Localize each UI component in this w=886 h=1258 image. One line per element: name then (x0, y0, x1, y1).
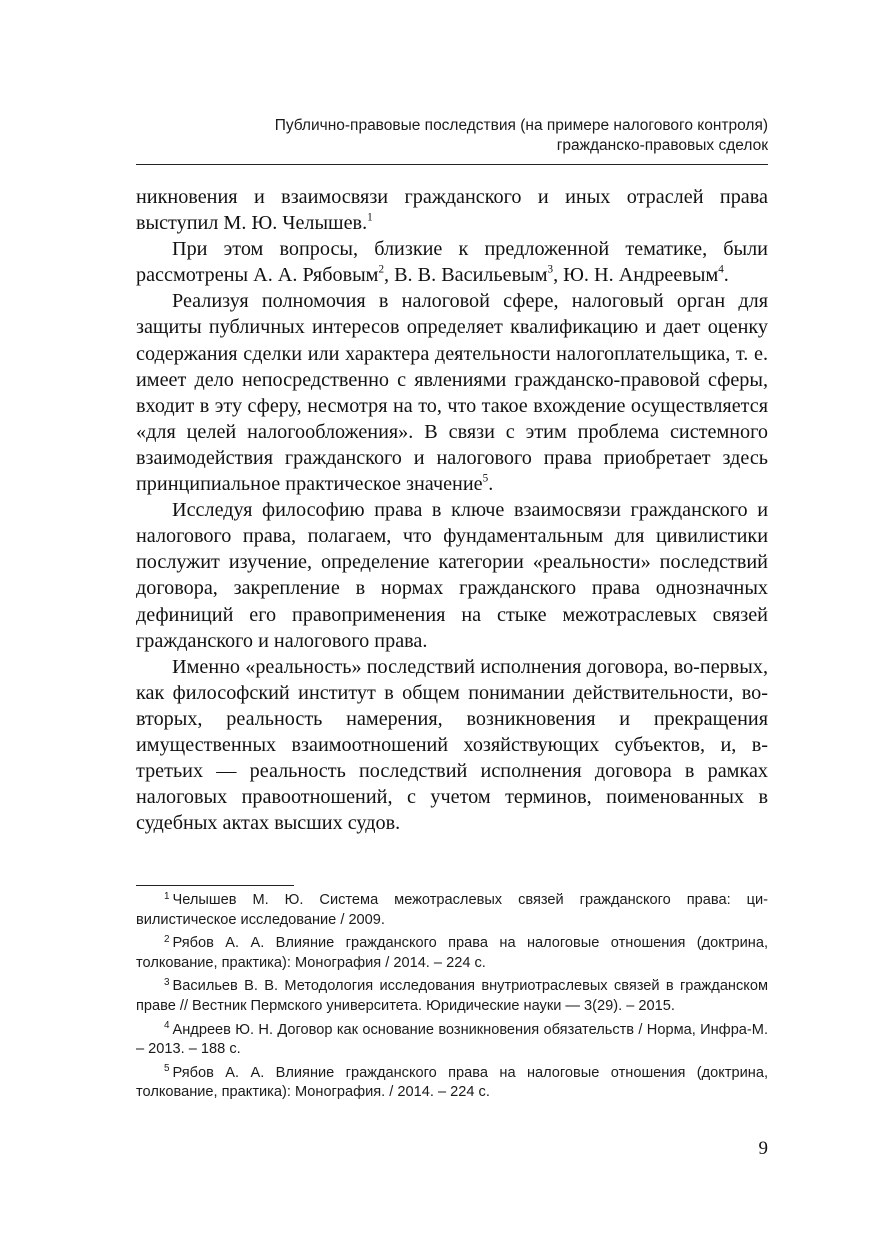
page-number: 9 (758, 1138, 768, 1159)
footnote (136, 934, 768, 973)
footnote-text: Васильев В. В. Методология исследования внутриотраслевых связей в гражданском праве // Вестник Пермского университета. Юридические науки — 3(29). – 2015. (136, 978, 768, 1014)
footnote-ref-4[interactable]: 4 (718, 263, 724, 276)
footnote-text: Андреев Ю. Н. Договор как основание возникновения обязательств / Норма, Инфра-М. – 2013. – 188 с. (136, 1021, 768, 1058)
footnote (136, 977, 768, 1016)
paragraph-3 (136, 288, 768, 497)
footnote-number: 5 (164, 1063, 170, 1075)
running-header-line-1: Публично-правовые последствия (на примере налогового контроля) (274, 117, 768, 134)
footnote-number: 3 (164, 976, 170, 988)
footnote-number: 2 (164, 933, 170, 945)
paragraph-5: Именно «реальность» последствий исполнения договора, во-первых, как философский институт в общем понимании действительности, во-вторых, реальность намерения, возникновения и прекращения имущественных взаимоотношений хозяйствующих субъектов, и, в-третьих — реальность последствий исполнения договора в рамках налоговых правоотношений, с учетом терминов, поименованных в судебных актах высших судов. (136, 655, 768, 835)
footnote-text: Рябов А. А. Влияние гражданского права на налоговые отношения (доктрина, толкование, практика): Монография. / 2014. – 224 с. (136, 1064, 768, 1101)
paragraph-2 (136, 236, 768, 288)
footnote-text: Челышев М. Ю. Система межотраслевых связей гражданского права: цивилистическое исследование / 2009. (136, 892, 768, 928)
footnote-ref-2[interactable]: 2 (378, 263, 384, 276)
footnote (136, 1021, 768, 1060)
footnote-ref-5[interactable]: 5 (482, 472, 489, 485)
paragraph-2-text-a: При этом вопросы, близкие к предложенной тематике, были рассмотрены А. А. Рябовым (136, 238, 768, 287)
footnote-number: 1 (164, 890, 170, 902)
paragraph-1-text: никновения и взаимосвязи гражданского и иных отраслей права выступил М. Ю. Челышев. (136, 186, 768, 235)
paragraph-2-text-c: , Ю. Н. Андреевым (553, 264, 719, 287)
paragraph-3-end: . (488, 473, 494, 496)
footnote-ref-3[interactable]: 3 (547, 263, 554, 276)
footnote (136, 891, 768, 930)
running-header (136, 116, 768, 156)
footnote-text: Рябов А. А. Влияние гражданского права на налоговые отношения (доктрина, толкование, практика): Монография / 2014. – 224 с. (136, 935, 768, 971)
footnote-rule (136, 885, 294, 886)
footnote-ref-1[interactable]: 1 (367, 211, 373, 224)
paragraph-3-text: Реализуя полномочия в налоговой сфере, налоговый орган для защиты публичных интересов определяет квалификацию и дает оценку содержания сделки или характера деятельности налогоплательщика, т. е. имеет дело непосредственно с явлениями гражданско-правовой сферы, входит в эту сферу, несмотря на то, что такое вхождение осуществляется «для целей налогообложения». В связи с этим проблема системного взаимодействия гражданского и налогового права приобретает здесь принципиальное практическое значение (136, 290, 768, 496)
paragraph-2-text-d: . (723, 264, 729, 287)
footnote-number: 4 (164, 1020, 170, 1032)
footnotes (136, 891, 768, 1107)
footnote (136, 1064, 768, 1103)
running-header-line-2: гражданско-правовых сделок (556, 137, 768, 154)
header-rule (136, 164, 768, 165)
paragraph-2-text-b: , В. В. Васильевым (384, 264, 548, 287)
body-text (136, 184, 768, 836)
paragraph-4: Исследуя философию права в ключе взаимосвязи гражданского и налогового права, полагаем, что фундаментальным для цивилистики послужит изучение, определение категории «реальности» последствий договора, закрепление в нормах гражданского права однозначных дефиниций его правоприменения на стыке межотраслевых связей гражданского и налогового права. (136, 499, 768, 652)
paragraph-1 (136, 184, 768, 236)
